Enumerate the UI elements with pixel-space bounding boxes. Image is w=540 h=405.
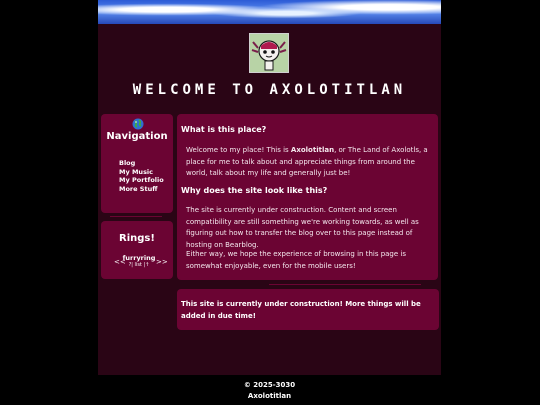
axolotl-avatar-art xyxy=(250,34,288,72)
page-body xyxy=(98,24,441,375)
webring-name[interactable]: furryring xyxy=(122,254,156,262)
nav-link-my-music[interactable]: My Music xyxy=(119,167,154,176)
footer xyxy=(98,375,441,405)
welcome-text-start: Welcome to my place! This is xyxy=(186,146,291,154)
axolotl-avatar xyxy=(249,33,289,73)
rings-panel xyxy=(101,221,173,279)
ring-next-link[interactable]: >> xyxy=(156,258,168,266)
rings-heading: Rings! xyxy=(119,233,155,244)
nav-link-more-stuff[interactable]: More Stuff xyxy=(119,184,158,193)
nav-link-my-portfolio[interactable]: My Portfolio xyxy=(119,176,164,184)
footer-site-name: Axolotitlan xyxy=(247,392,292,400)
sidebar-divider xyxy=(110,216,162,217)
construction-paragraph: The site is currently under construction. Content and screen compatibility are still something we're working towards, as well as figuring out how to transfer the blog over to this page instead of hosting on Bearblog. xyxy=(186,206,419,249)
content-divider xyxy=(269,284,421,285)
section-heading-what-is-this: What is this place? xyxy=(181,125,267,134)
webring-links[interactable]: ?| list |↑ xyxy=(128,262,150,268)
site-title: WELCOME TO AXOLOTITLAN xyxy=(132,82,407,98)
page-container xyxy=(98,0,441,405)
sky-banner xyxy=(98,0,441,24)
globe-icon xyxy=(132,118,144,130)
ring-prev-link[interactable]: << xyxy=(114,258,126,266)
footer-copyright: © 2025-3030 xyxy=(243,381,296,389)
navigation-heading: Navigation xyxy=(106,131,168,142)
construction-notice-text: This site is currently under construction! More things will be added in due time! xyxy=(181,300,421,320)
section-heading-why-look: Why does the site look like this? xyxy=(181,186,328,195)
welcome-paragraph xyxy=(186,145,433,180)
welcome-text-end: , or The Land of Axolotls, a place for me to talk about and appreciate things from around the world, talk about my life and generally just be! xyxy=(186,146,428,177)
nav-link-blog[interactable]: Blog xyxy=(119,159,136,167)
navigation-list xyxy=(119,159,164,193)
main-content-panel xyxy=(177,114,438,280)
navigation-panel xyxy=(101,114,173,213)
site-name-bold: Axolotitlan xyxy=(290,146,335,154)
construction-notice-panel xyxy=(177,289,439,330)
enjoy-paragraph: Either way, we hope the experience of browsing in this page is somewhat enjoyable, even for the mobile users! xyxy=(186,250,407,270)
